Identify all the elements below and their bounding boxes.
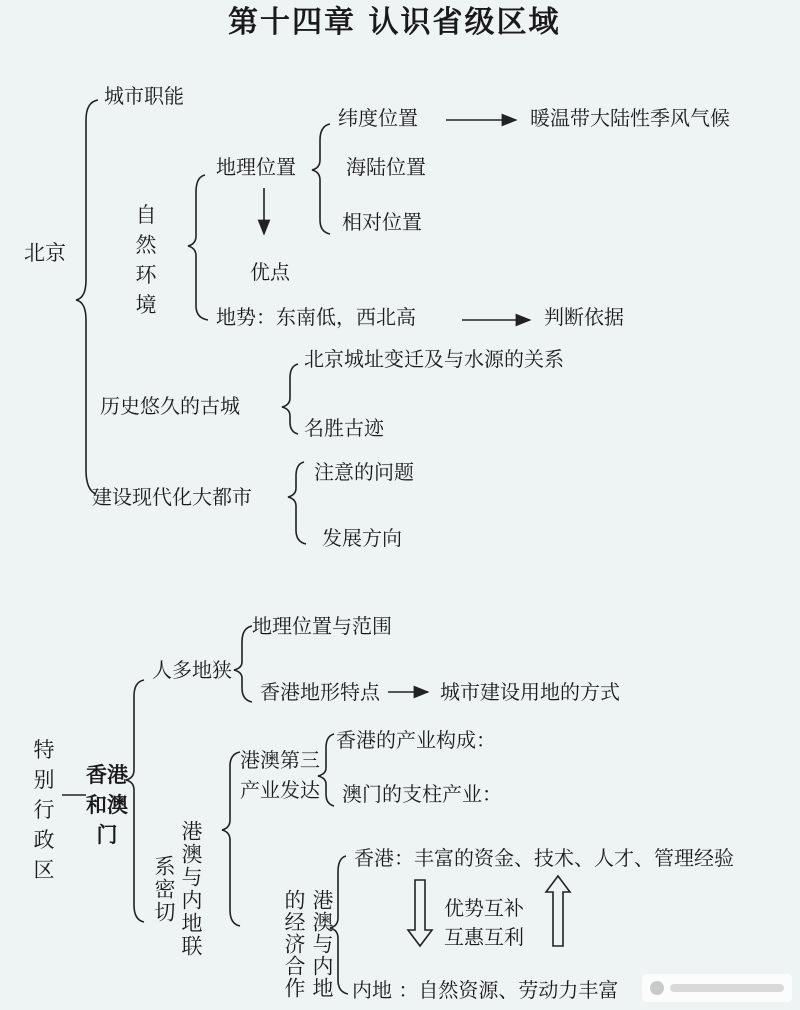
sar-root: 特别行政区: [33, 738, 55, 882]
geo-brace: [312, 124, 330, 234]
mainland-side: 内地 ：自然资源、劳动力丰富: [352, 978, 619, 1002]
tertiary: 港澳第三产业发达: [240, 748, 320, 802]
hk-macau: 香港和澳门: [86, 762, 128, 847]
latitude: 纬度位置: [338, 106, 418, 130]
hk-mainland-econ: 港澳与内地的经济合作: [282, 889, 334, 999]
hk-industry: 香港的产业构成：: [336, 728, 496, 752]
development-direction: 发展方向: [322, 526, 402, 550]
ancient-city: 历史悠久的古城: [100, 394, 240, 418]
geo-location: 地理位置: [216, 155, 296, 179]
up-hollow-arrow: [546, 876, 570, 946]
modern-brace: [288, 462, 306, 544]
nature-brace: [188, 175, 208, 320]
page-title: 第十四章 认识省级区域: [228, 5, 561, 40]
advantage: 优点: [250, 260, 290, 284]
down-hollow-arrow: [408, 880, 432, 946]
hk-terrain: 香港地形特点: [260, 680, 380, 704]
crowded-brace: [234, 626, 252, 702]
terrain-result: 判断依据: [544, 305, 624, 329]
watermark-overlay: [642, 974, 792, 1002]
relative-position: 相对位置: [342, 210, 422, 234]
land-sea: 海陆位置: [346, 155, 426, 179]
ties-brace: [222, 752, 240, 926]
ancient-brace: [282, 364, 298, 434]
modern-city: 建设现代化大都市: [92, 485, 252, 509]
watermark-avatar-icon: [650, 981, 664, 995]
latitude-result: 暖温带大陆性季风气候: [530, 106, 730, 130]
beijing-root: 北京: [24, 241, 66, 265]
crowded: 人多地狭: [152, 658, 232, 682]
complement: 优势互补: [444, 896, 524, 920]
land-use: 城市建设用地的方式: [440, 680, 620, 704]
city-function: 城市职能: [104, 84, 184, 108]
site-change: 北京城址变迁及与水源的关系: [304, 347, 564, 371]
mutual-benefit: 互惠互利: [444, 925, 524, 949]
geo-range: 地理位置与范围: [252, 614, 392, 638]
watermark-bar: [670, 984, 784, 992]
macau-industry: 澳门的支柱产业：: [342, 782, 502, 806]
terrain: 地势：东南低，西北高: [216, 305, 416, 329]
natural-env: 自然环境: [135, 203, 157, 317]
close-ties: 港澳与内地联系密切: [152, 820, 203, 958]
historic-sites: 名胜古迹: [304, 416, 384, 440]
issues: 注意的问题: [314, 460, 414, 484]
beijing-brace: [76, 100, 98, 494]
hk-side: 香港：丰富的资金、技术、人才、管理经验: [354, 846, 734, 870]
